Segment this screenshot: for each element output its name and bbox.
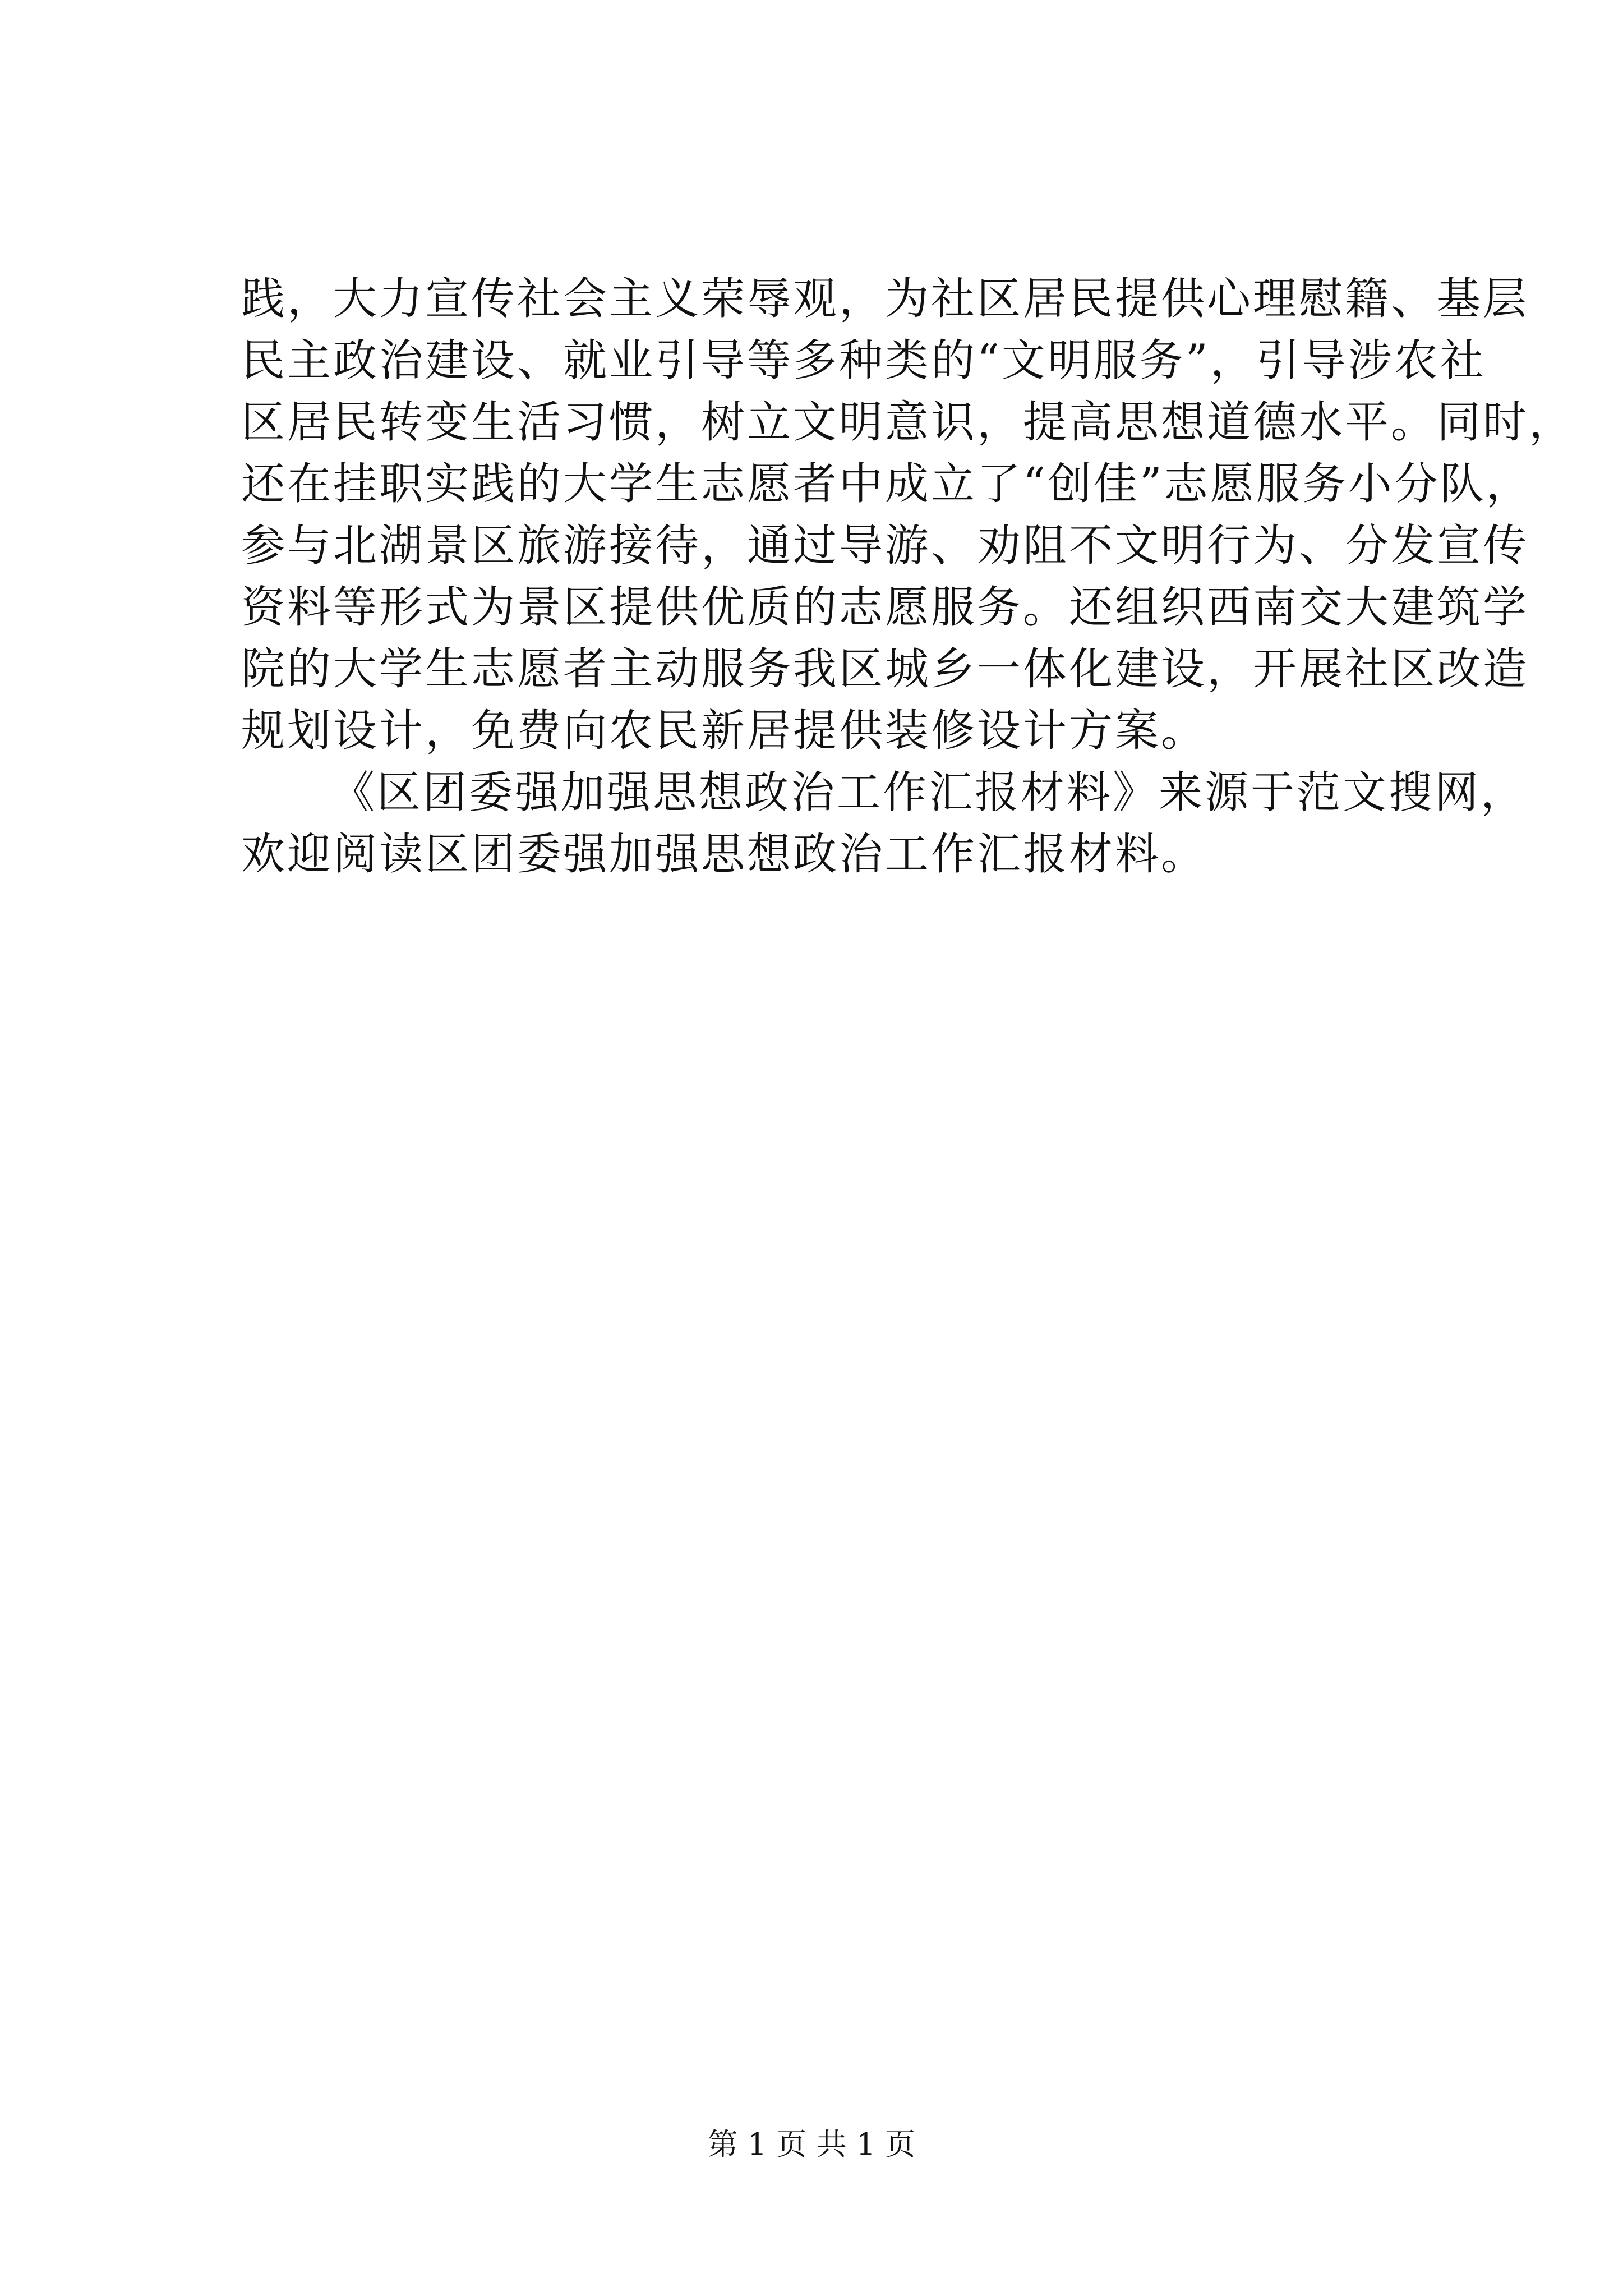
paragraph-line: 规划设计，免费向农民新居提供装修设计方案。 xyxy=(241,706,1207,756)
paragraph-line: 区居民转变生活习惯，树立文明意识，提高思想道德水平。同时， xyxy=(241,397,1575,448)
paragraph-line: 欢迎阅读区团委强加强思想政治工作汇报材料。 xyxy=(241,829,1207,880)
paragraph-line: 还在挂职实践的大学生志愿者中成立了“创佳”志愿服务小分队， xyxy=(241,459,1532,509)
paragraph-line: 《区团委强加强思想政治工作汇报材料》来源于范文搜网， xyxy=(331,767,1527,818)
paragraph-line: 践，大力宣传社会主义荣辱观，为社区居民提供心理慰籍、基层 xyxy=(241,274,1529,324)
paragraph-line: 资料等形式为景区提供优质的志愿服务。还组织西南交大建筑学 xyxy=(241,582,1529,633)
page-number-footer: 第 1 页 共 1 页 xyxy=(707,2127,916,2162)
paragraph-line: 民主政治建设、就业引导等多种类的“文明服务”，引导涉农社 xyxy=(241,335,1486,386)
document-body xyxy=(241,268,1575,885)
paragraph-1 xyxy=(241,268,1575,762)
paragraph-2 xyxy=(241,762,1527,885)
paragraph-line: 参与北湖景区旅游接待，通过导游、劝阻不文明行为、分发宣传 xyxy=(241,521,1529,571)
paragraph-line: 院的大学生志愿者主动服务我区城乡一体化建设，开展社区改造 xyxy=(241,644,1529,694)
